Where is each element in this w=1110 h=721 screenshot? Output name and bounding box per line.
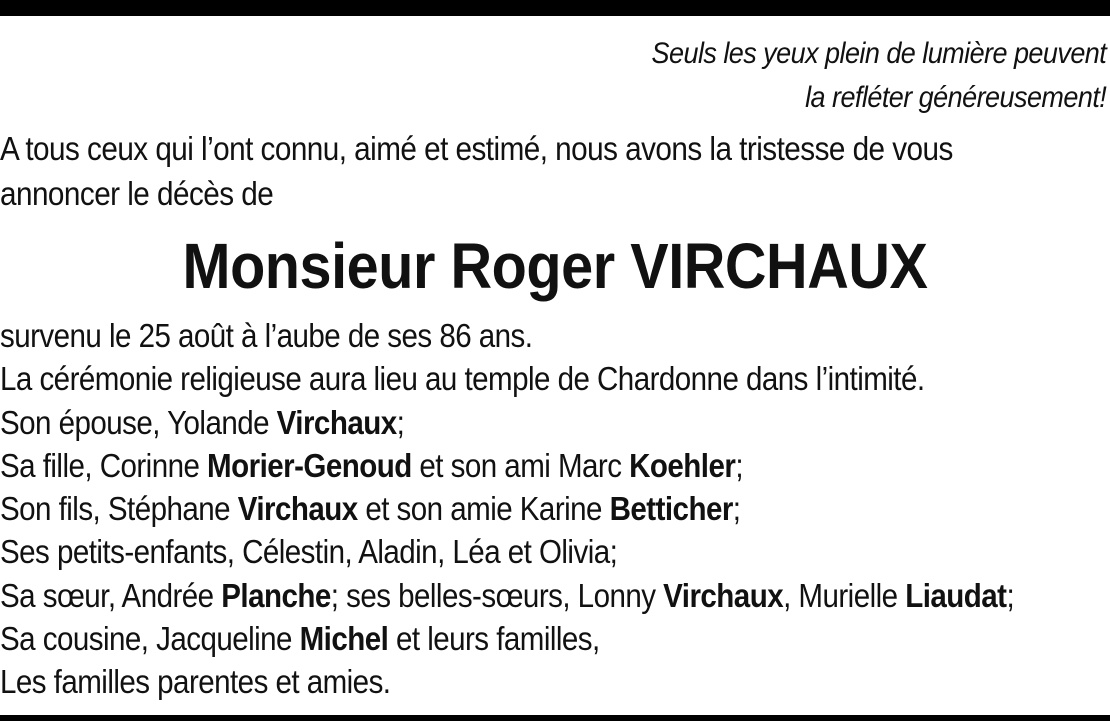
spouse-punct: ; xyxy=(396,403,405,441)
quote-line-1: Seuls les yeux plein de lumière peuvent xyxy=(651,37,1106,70)
son-text: Son fils, Stéphane xyxy=(0,490,238,528)
epigraph-quote xyxy=(651,32,1106,120)
top-rule xyxy=(0,0,1110,16)
families-line: Les familles parentes et amies. xyxy=(0,663,391,701)
cousin-text: Sa cousine, Jacqueline xyxy=(0,620,300,658)
sister-in-law-surname-1: Virchaux xyxy=(663,576,784,614)
ceremony-line: La cérémonie religieuse aura lieu au temple de Chardonne dans l’intimité. xyxy=(0,360,925,398)
cousin-line xyxy=(0,617,1110,660)
daughter-partner-surname: Koehler xyxy=(629,446,736,484)
spouse-line xyxy=(0,401,1110,444)
sisters-in-law-text-2: , Murielle xyxy=(783,576,906,614)
cousin-surname: Michel xyxy=(299,620,389,658)
siblings-punct: ; xyxy=(1006,576,1015,614)
daughter-text: Sa fille, Corinne xyxy=(0,446,208,484)
cousin-tail: et leurs familles, xyxy=(388,620,600,658)
sister-in-law-surname-2: Liaudat xyxy=(905,576,1007,614)
sister-text: Sa sœur, Andrée xyxy=(0,576,222,614)
intro-text xyxy=(0,126,1107,216)
sisters-in-law-text: ; ses belles-sœurs, Lonny xyxy=(330,576,664,614)
daughter-partner-text: et son ami Marc xyxy=(411,446,630,484)
son-punct: ; xyxy=(732,490,741,528)
intro-line-1: A tous ceux qui l’ont connu, aimé et estimé, nous avons la tristesse de vous xyxy=(0,130,953,167)
son-partner-text: et son amie Karine xyxy=(357,490,610,528)
intro-line-2: annoncer le décès de xyxy=(0,175,274,212)
bottom-rule xyxy=(0,715,1110,721)
deceased-name: Monsieur Roger VIRCHAUX xyxy=(182,230,928,302)
son-surname: Virchaux xyxy=(237,490,358,528)
spouse-surname: Virchaux xyxy=(276,403,397,441)
grandchildren-line: Ses petits-enfants, Célestin, Aladin, Léa et Olivia; xyxy=(0,533,618,571)
spouse-text: Son épouse, Yolande xyxy=(0,403,277,441)
passing-line: survenu le 25 août à l’aube de ses 86 ans. xyxy=(0,317,533,354)
siblings-line xyxy=(0,574,1110,617)
daughter-line xyxy=(0,444,1110,487)
son-partner-surname: Betticher xyxy=(609,490,733,528)
announcement-body xyxy=(0,314,1110,704)
sister-surname: Planche xyxy=(221,576,331,614)
son-line xyxy=(0,487,1110,530)
daughter-punct: ; xyxy=(735,446,744,484)
quote-line-2: la refléter généreusement! xyxy=(804,81,1106,114)
daughter-surname: Morier-Genoud xyxy=(207,446,412,484)
